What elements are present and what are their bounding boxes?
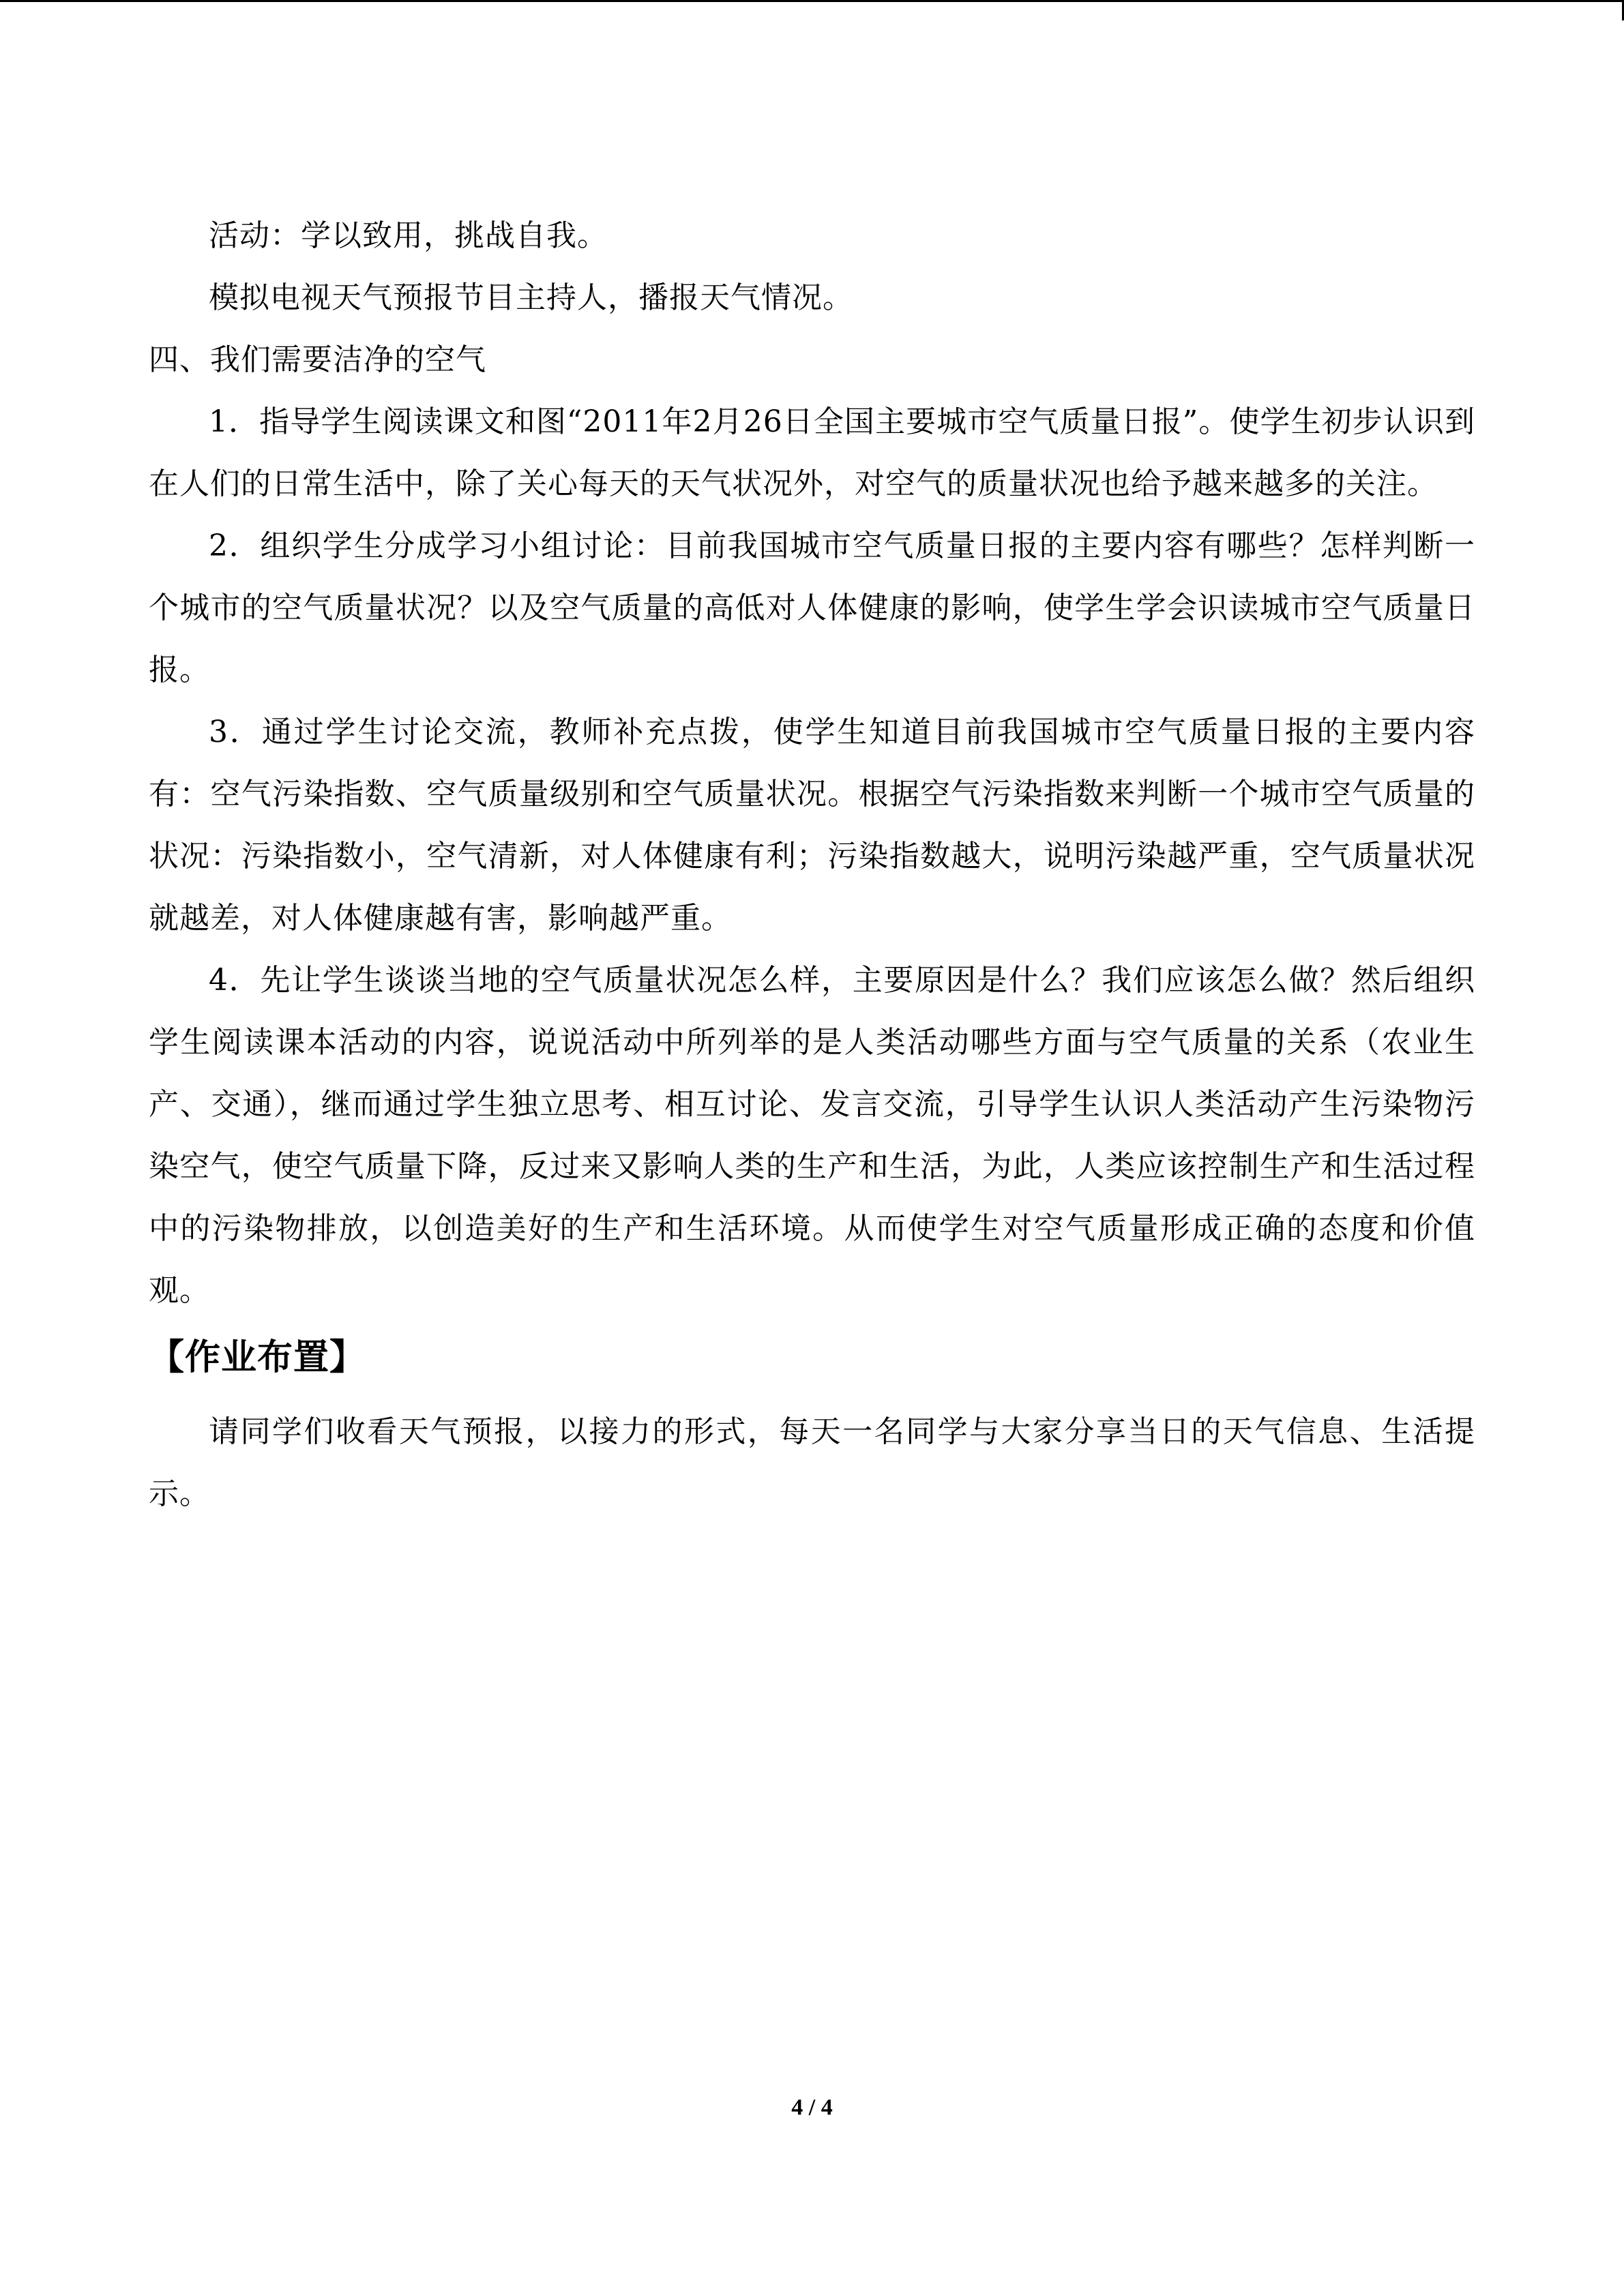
homework-heading: 【作业布置】 <box>149 1337 366 1378</box>
item-2-paragraph: 2．组织学生分成学习小组讨论：目前我国城市空气质量日报的主要内容有哪些？怎样判断一个城市的空气质量状况？以及空气质量的高低对人体健康的影响，使学生学会识读城市空气质量日报。 <box>149 528 1475 687</box>
document-body <box>149 205 1475 1525</box>
simulation-line: 模拟电视天气预报节目主持人，播报天气情况。 <box>209 280 853 315</box>
homework-paragraph: 请同学们收看天气预报，以接力的形式，每天一名同学与大家分享当日的天气信息、生活提示。 <box>149 1414 1475 1511</box>
item-4-paragraph: 4．先让学生谈谈当地的空气质量状况怎么样，主要原因是什么？我们应该怎么做？然后组织学生阅读课本活动的内容，说说活动中所列举的是人类活动哪些方面与空气质量的关系（农业生产、交通），继而通过学生独立思考、相互讨论、发言交流，引导学生认识人类活动产生污染物污染空气，使空气质量下降，反过来又影响人类的生产和生活，为此，人类应该控制生产和生活过程中的污染物排放，以创造美好的生产和生活环境。从而使学生对空气质量形成正确的态度和价值观。 <box>149 963 1475 1308</box>
item-3-paragraph: 3．通过学生讨论交流，教师补充点拨，使学生知道目前我国城市空气质量日报的主要内容有：空气污染指数、空气质量级别和空气质量状况。根据空气污染指数来判断一个城市空气质量的状况：污染指数小，空气清新，对人体健康有利；污染指数越大，说明污染越严重，空气质量状况就越差，对人体健康越有害，影响越严重。 <box>149 715 1475 936</box>
page-number: 4 / 4 <box>791 2095 833 2120</box>
item-1-paragraph: 1．指导学生阅读课文和图“2011年2月26日全国主要城市空气质量日报”。使学生初步认识到在人们的日常生活中，除了关心每天的天气状况外，对空气的质量状况也给予越来越多的关注。 <box>149 404 1475 501</box>
top-border-line <box>0 0 1624 2</box>
activity-line: 活动：学以致用，挑战自我。 <box>209 218 608 253</box>
section-four-heading: 四、我们需要洁净的空气 <box>149 342 486 377</box>
